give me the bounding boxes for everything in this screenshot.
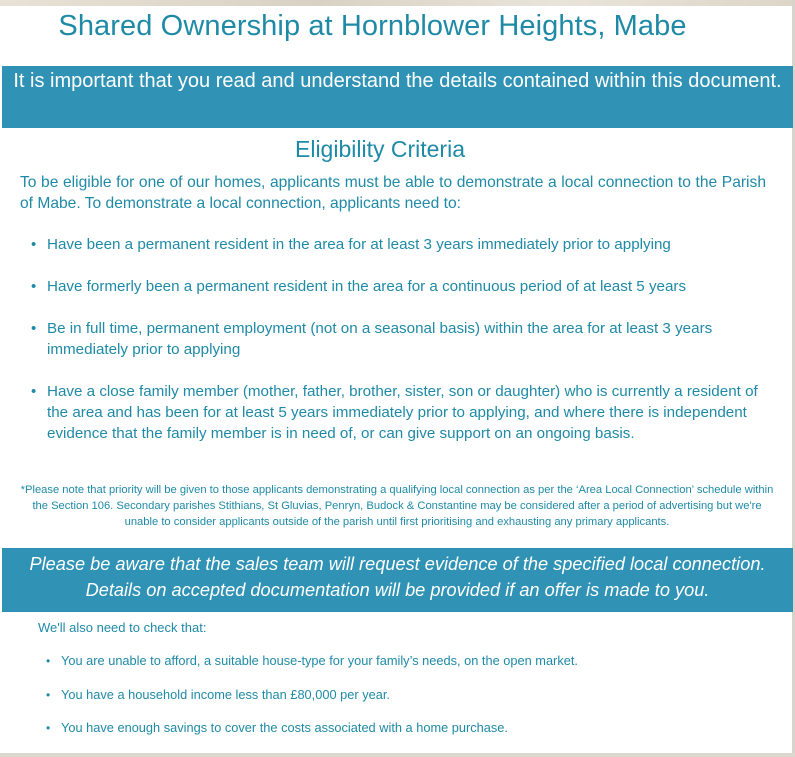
list-item (46, 719, 746, 737)
eligibility-intro: To be eligible for one of our homes, applicants must be able to demonstrate a local connection to the Parish of Mabe. To demonstrate a local connection, applicants need to: (20, 174, 766, 212)
bullet-icon: • (46, 654, 51, 668)
list-item (30, 318, 760, 360)
evidence-banner (2, 548, 793, 612)
list-item (30, 234, 760, 255)
bullet-icon: • (46, 687, 51, 702)
bullet-icon: • (31, 278, 37, 295)
bullet-icon: • (31, 383, 37, 400)
list-item (46, 652, 746, 670)
check-text: You have enough savings to cover the costs associated with a home purchase. (61, 720, 508, 735)
top-edge-strip (0, 0, 795, 6)
criteria-text: Have a close family member (mother, father, brother, sister, son or daughter) who is currently a resident of the area and has been for at least 5 years immediately prior to applying, and where there is independent evidence that the family member is in need of, or can give support on an ongoing basis. (47, 383, 758, 442)
criteria-text: Have formerly been a permanent resident in the area for a continuous period of at least 5 years (47, 278, 687, 295)
criteria-text: Have been a permanent resident in the area for at least 3 years immediately prior to applying (47, 236, 671, 253)
bullet-icon: • (46, 721, 51, 735)
criteria-text: Be in full time, permanent employment (not on a seasonal basis) within the area for at least 3 years immediately prior to applying (47, 320, 713, 358)
notice-banner-text: It is important that you read and understand the details contained within this document. (13, 70, 782, 92)
notice-banner (2, 66, 793, 128)
priority-footnote: *Please note that priority will be given to those applicants demonstrating a qualifying local connection as per the ‘Area Local Connection’ schedule within the Section 106. Secondary parishes Stithians, St Gluvias, Penryn, Budock & Constantine may be considered after a period of advertising but we're unable to consider applicants outside of the parish until first prioritising and exhausting any primary applicants. (20, 484, 774, 528)
check-text: You have a household income less than £80,000 per year. (61, 686, 390, 702)
list-item (46, 686, 746, 704)
bullet-icon: • (31, 320, 37, 337)
checks-list (46, 652, 746, 753)
page-title: Shared Ownership at Hornblower Heights, Mabe (58, 10, 687, 42)
evidence-banner-text: Please be aware that the sales team will request evidence of the specified local connection. Details on accepted documentation will be provided if an offer is made to you. (29, 554, 766, 600)
checks-intro: We'll also need to check that: (38, 620, 207, 635)
list-item (30, 381, 760, 444)
check-text: You are unable to afford, a suitable house-type for your family’s needs, on the open market. (61, 653, 578, 668)
list-item (30, 276, 760, 297)
eligibility-heading: Eligibility Criteria (295, 136, 465, 162)
bullet-icon: • (31, 236, 37, 253)
bottom-edge-strip (0, 753, 795, 757)
eligibility-criteria-list (30, 234, 760, 465)
